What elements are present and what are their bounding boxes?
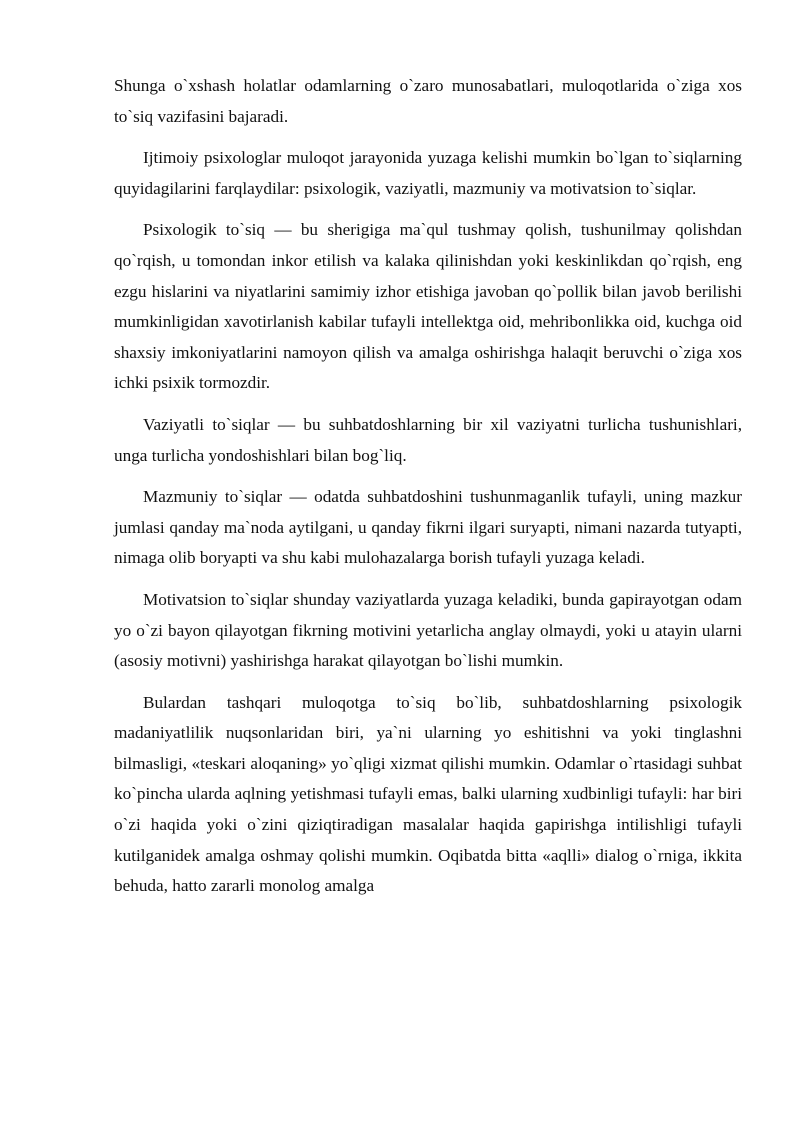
paragraph-other-barriers: Bulardan tashqari muloqotga to`siq bo`lib, suhbatdoshlarning psixologik madaniyatlilik nuqsonlaridan biri, ya`ni ularning yo eshitishni va yoki tinglashni bilmasligi, «teskari aloqaning» yo`qligi xizmat qilishi mumkin. Odamlar o`rtasidagi suhbat ko`pincha ularda aqlning yetishmasi tufayli emas, balki ularning xudbinligi tufayli: har biri o`zi haqida yoki o`zini qiziqtiradigan masalalar haqida gapirishga intilishligi tufayli kutilganidek amalga oshmay qolishi mumkin. Oqibatda bitta «aqlli» dialog o`rniga, ikkita behuda, hatto zararli monolog amalga bbox=[114, 692, 742, 896]
paragraph-psychological-barrier: Psixologik to`siq — bu sherigiga ma`qul tushmay qolish, tushunilmay qolishdan qo`rqish, u tomondan inkor etilish va kalaka qilinishdan yoki keskinlikdan qo`rqish, eng ezgu hislarini va niyatlarini samimiy izhor etishiga javoban qo`pollik bilan javob berilishi mumkinligidan xavotirlanish kabilar tufayli intellektga oid, mehribonlikka oid, kuchga oid shaxsiy imkoniyatlarini namoyon qilish va amalga oshirishga halaqit beruvchi o`ziga xos ichki psixik tormozdir. bbox=[114, 220, 742, 393]
paragraph-intro: Shunga o`xshash holatlar odamlarning o`zaro munosabatlari, muloqotlarida o`ziga xos to`siq vazifasini bajaradi. bbox=[114, 76, 742, 126]
paragraph-semantic-barrier: Mazmuniy to`siqlar — odatda suhbatdoshini tushunmaganlik tufayli, uning mazkur jumlasi qanday ma`noda aytilgani, u qanday fikrni ilgari suryapti, nimani nazarda tutyapti, nimaga olib boryapti va shu kabi mulohazalarga borish tufayli yuzaga keladi. bbox=[114, 487, 742, 568]
paragraph-motivational-barrier: Motivatsion to`siqlar shunday vaziyatlarda yuzaga keladiki, bunda gapirayotgan odam yo o`zi bayon qilayotgan fikrning motivini yetarlicha anglay olmaydi, yoki u atayin ularni (asosiy motivni) yashirishga harakat qilayotgan bo`lishi mumkin. bbox=[114, 589, 742, 671]
paragraph-barrier-types: Ijtimoiy psixologlar muloqot jarayonida yuzaga kelishi mumkin bo`lgan to`siqlarning quyidagilarini farqlaydilar: psixologik, vaziyatli, mazmuniy va motivatsion to`siqlar. bbox=[114, 148, 742, 198]
document-body bbox=[114, 71, 742, 913]
paragraph-situational-barrier: Vaziyatli to`siqlar — bu suhbatdoshlarning bir xil vaziyatni turlicha tushunishlari, unga turlicha yondoshishlari bilan bog`liq. bbox=[114, 414, 742, 465]
